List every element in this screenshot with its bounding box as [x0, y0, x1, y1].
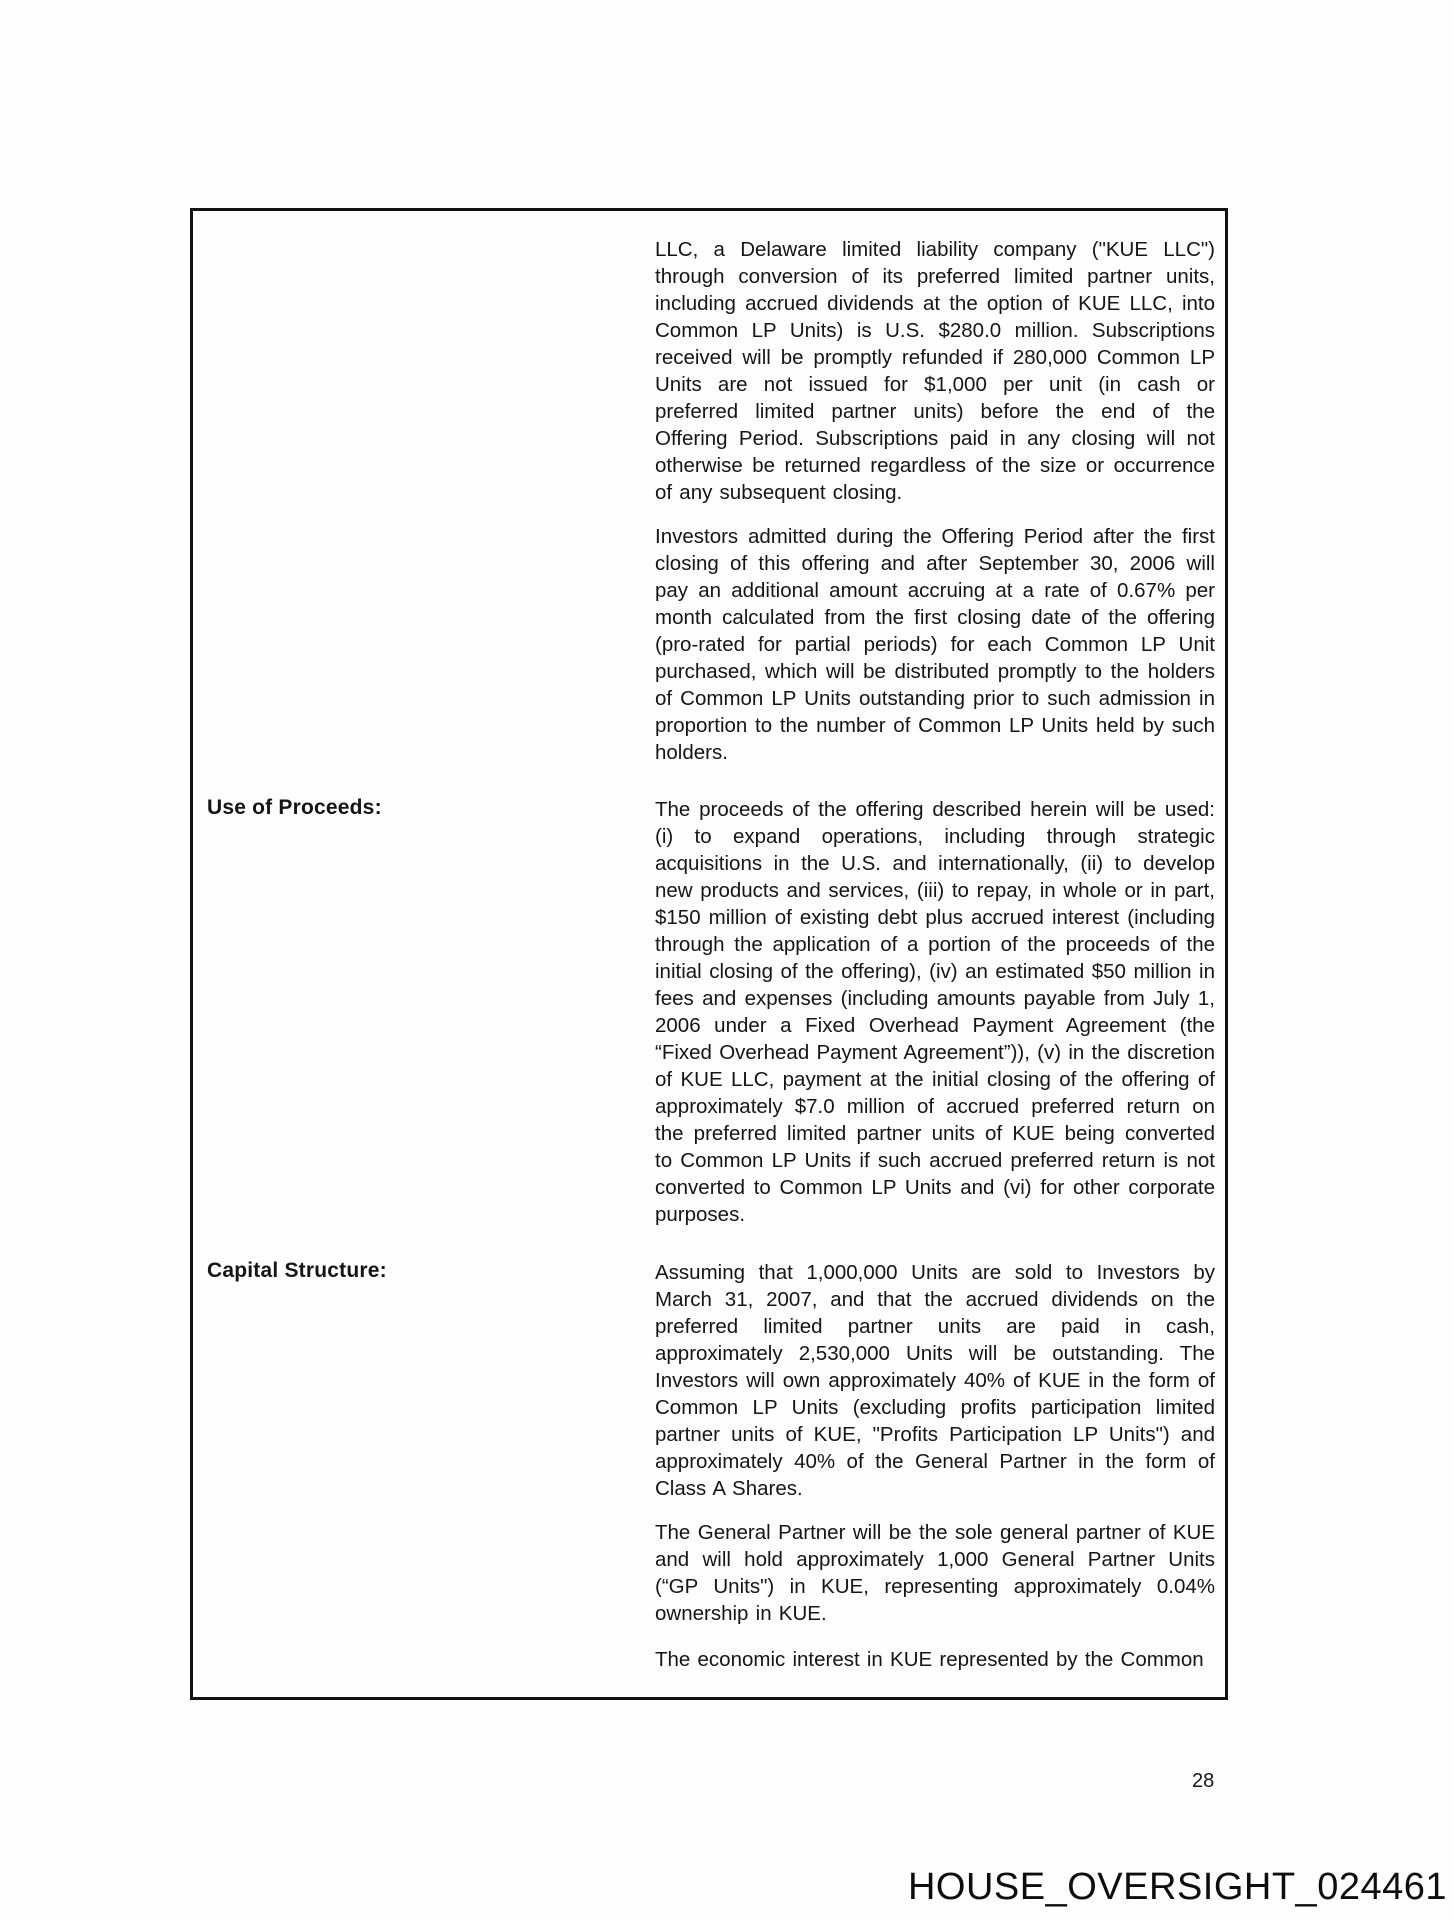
capital-structure-paragraph-3: The economic interest in KUE represented by the Common: [655, 1648, 1204, 1671]
intro-paragraph-2: Investors admitted during the Offering Period after the first closing of this offering and after September 30, 2006 will pay an additional amount accruing at a rate of 0.67% per month calculated from the first closing date of the offering (pro-rated for partial periods) for each Common LP Unit purchased, which will be distributed promptly to the holders of Common LP Units outstanding prior to such admission in proportion to the number of Common LP Units held by such holders.: [655, 525, 1215, 764]
use-of-proceeds-label: Use of Proceeds:: [207, 796, 382, 819]
capital-structure-paragraph-1: Assuming that 1,000,000 Units are sold to Investors by March 31, 2007, and that the accrued dividends on the preferred limited partner units are paid in cash, approximately 2,530,000 Units will be outstanding. The Investors will own approximately 40% of KUE in the form of Common LP Units (excluding profits participation limited partner units of KUE, "Profits Participation LP Units") and approximately 40% of the General Partner in the form of Class A Shares.: [655, 1261, 1215, 1500]
intro-paragraph-1: LLC, a Delaware limited liability company ("KUE LLC") through conversion of its preferred limited partner units, including accrued dividends at the option of KUE LLC, into Common LP Units) is U.S. $280.0 million. Subscriptions received will be promptly refunded if 280,000 Common LP Units are not issued for $1,000 per unit (in cash or preferred limited partner units) before the end of the Offering Period. Subscriptions paid in any closing will not otherwise be returned regardless of the size or occurrence of any subsequent closing.: [655, 238, 1215, 504]
content-frame: [190, 208, 1228, 1700]
capital-structure-label: Capital Structure:: [207, 1259, 387, 1282]
capital-structure-paragraph-2: The General Partner will be the sole general partner of KUE and will hold approximately 1,000 General Partner Units (“GP Units") in KUE, representing approximately 0.04% ownership in KUE.: [655, 1521, 1215, 1625]
bates-stamp: HOUSE_OVERSIGHT_024461: [907, 1866, 1447, 1908]
page-number: 28: [1192, 1770, 1215, 1792]
use-of-proceeds-paragraph: The proceeds of the offering described herein will be used: (i) to expand operations, including through strategic acquisitions in the U.S. and internationally, (ii) to develop new products and services, (iii) to repay, in whole or in part, $150 million of existing debt plus accrued interest (including through the application of a portion of the proceeds of the initial closing of the offering), (iv) an estimated $50 million in fees and expenses (including amounts payable from July 1, 2006 under a Fixed Overhead Payment Agreement (the “Fixed Overhead Payment Agreement”)), (v) in the discretion of KUE LLC, payment at the initial closing of the offering of approximately $7.0 million of accrued preferred return on the preferred limited partner units of KUE being converted to Common LP Units if such accrued preferred return is not converted to Common LP Units and (vi) for other corporate purposes.: [655, 798, 1215, 1226]
